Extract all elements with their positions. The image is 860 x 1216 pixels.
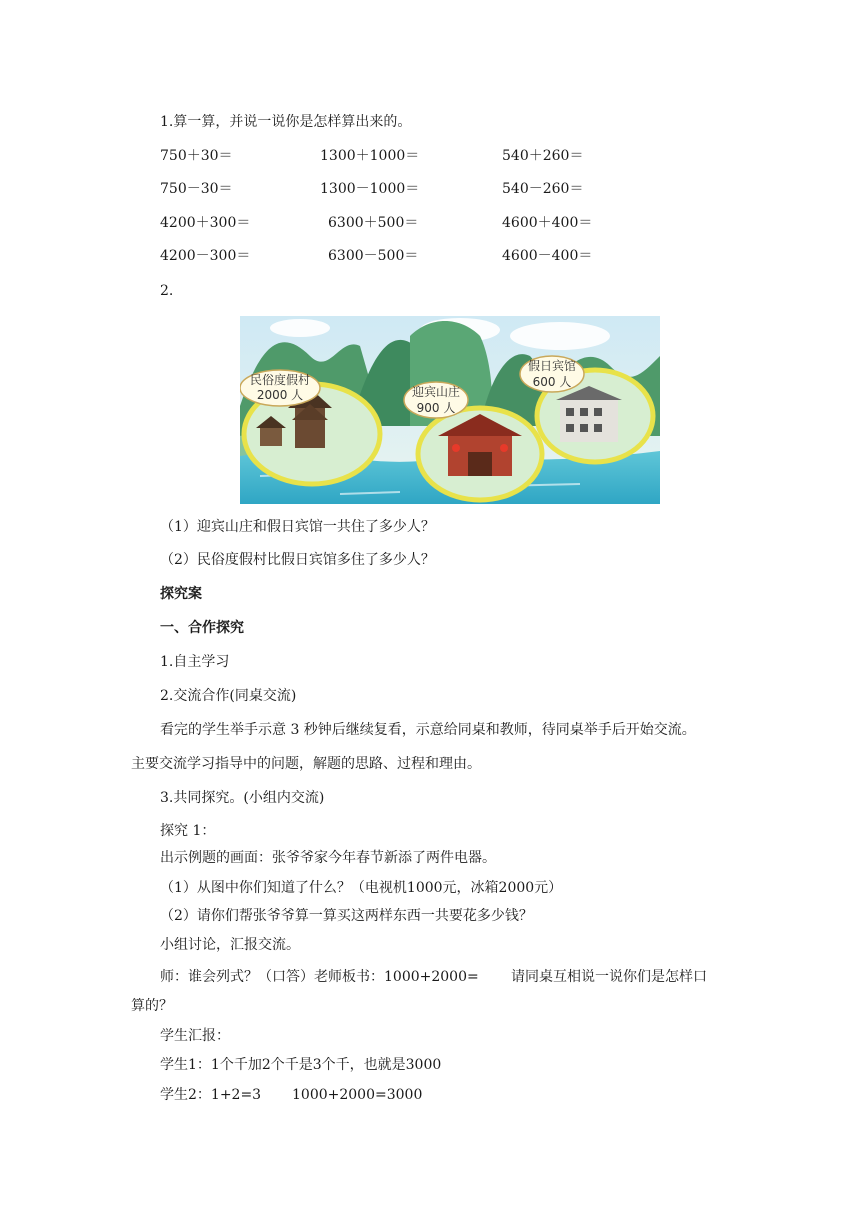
expr-r2c3: 540－260＝ [502,181,584,197]
explore-discuss: 小组讨论，汇报交流。 [160,937,300,953]
explore-item-1: 1.自主学习 [160,654,230,670]
sign-holiday-hotel-people: 600 人 [532,375,572,389]
expr-r1c2: 1300＋1000＝ [320,148,420,164]
explore-question-1: （1）从图中你们知道了什么？（电视机1000元，冰箱2000元） [160,880,563,896]
sign-guest-villa-name: 迎宾山庄 [411,385,461,399]
expr-r4c2: 6300－500＝ [328,248,419,264]
expr-r3c3: 4600＋400＝ [502,215,593,231]
expr-r2c1: 750－30＝ [160,181,233,197]
sign-folk-village [240,370,320,406]
sign-folk-village-people: 2000 人 [256,388,304,402]
teacher-line-1: 师：谁会列式？（口答）老师板书：1000+2000= [160,969,479,985]
teacher-line-2: 算的？ [131,998,173,1014]
section2-question-2: （2）民俗度假村比假日宾馆多住了多少人？ [160,552,435,568]
sign-folk-village-name: 民俗度假村 [249,373,311,387]
expr-r4c1: 4200－300＝ [160,248,251,264]
section2-question-1: （1）迎宾山庄和假日宾馆一共住了多少人？ [160,519,435,535]
sign-guest-villa [404,382,468,418]
expr-r1c3: 540＋260＝ [502,148,584,164]
expr-r1c1: 750＋30＝ [160,148,233,164]
explore-1-label: 探究 1： [160,823,216,839]
expr-r4c3: 4600－400＝ [502,248,593,264]
explore-question-2: （2）请你们帮张爷爷算一算买这两样东西一共要花多少钱？ [160,908,533,924]
explore-paragraph-line-2: 主要交流学习指导中的问题，解题的思路、过程和理由。 [131,756,481,772]
student-1: 学生1：1个千加2个千是3个千，也就是3000 [160,1057,442,1073]
explore-item-3: 3.共同探究。(小组内交流) [160,790,325,806]
explore-item-2: 2.交流合作(同桌交流) [160,688,297,704]
explore-subheading: 一、合作探究 [160,620,244,636]
expr-r3c2: 6300＋500＝ [328,215,419,231]
explore-paragraph-line-1: 看完的学生举手示意 3 秒钟后继续复看，示意给同桌和教师，待同桌举手后开始交流。 [160,722,696,738]
sign-holiday-hotel [520,356,584,392]
student-2a: 学生2：1+2=3 [160,1087,262,1103]
student-report: 学生汇报： [160,1028,230,1044]
expr-r2c2: 1300－1000＝ [320,181,420,197]
explore-show: 出示例题的画面：张爷爷家今年春节新添了两件电器。 [160,850,496,866]
explore-heading: 探究案 [160,586,202,602]
expr-r3c1: 4200＋300＝ [160,215,251,231]
section1-title: 1.算一算，并说一说你是怎样算出来的。 [160,114,412,130]
resort-illustration [240,316,660,504]
sign-holiday-hotel-name: 假日宾馆 [527,359,577,373]
sign-guest-villa-people: 900 人 [416,401,456,415]
section2-number: 2. [160,283,174,299]
student-2b: 1000+2000=3000 [292,1087,423,1103]
teacher-line-1b: 请同桌互相说一说你们是怎样口 [511,969,707,985]
